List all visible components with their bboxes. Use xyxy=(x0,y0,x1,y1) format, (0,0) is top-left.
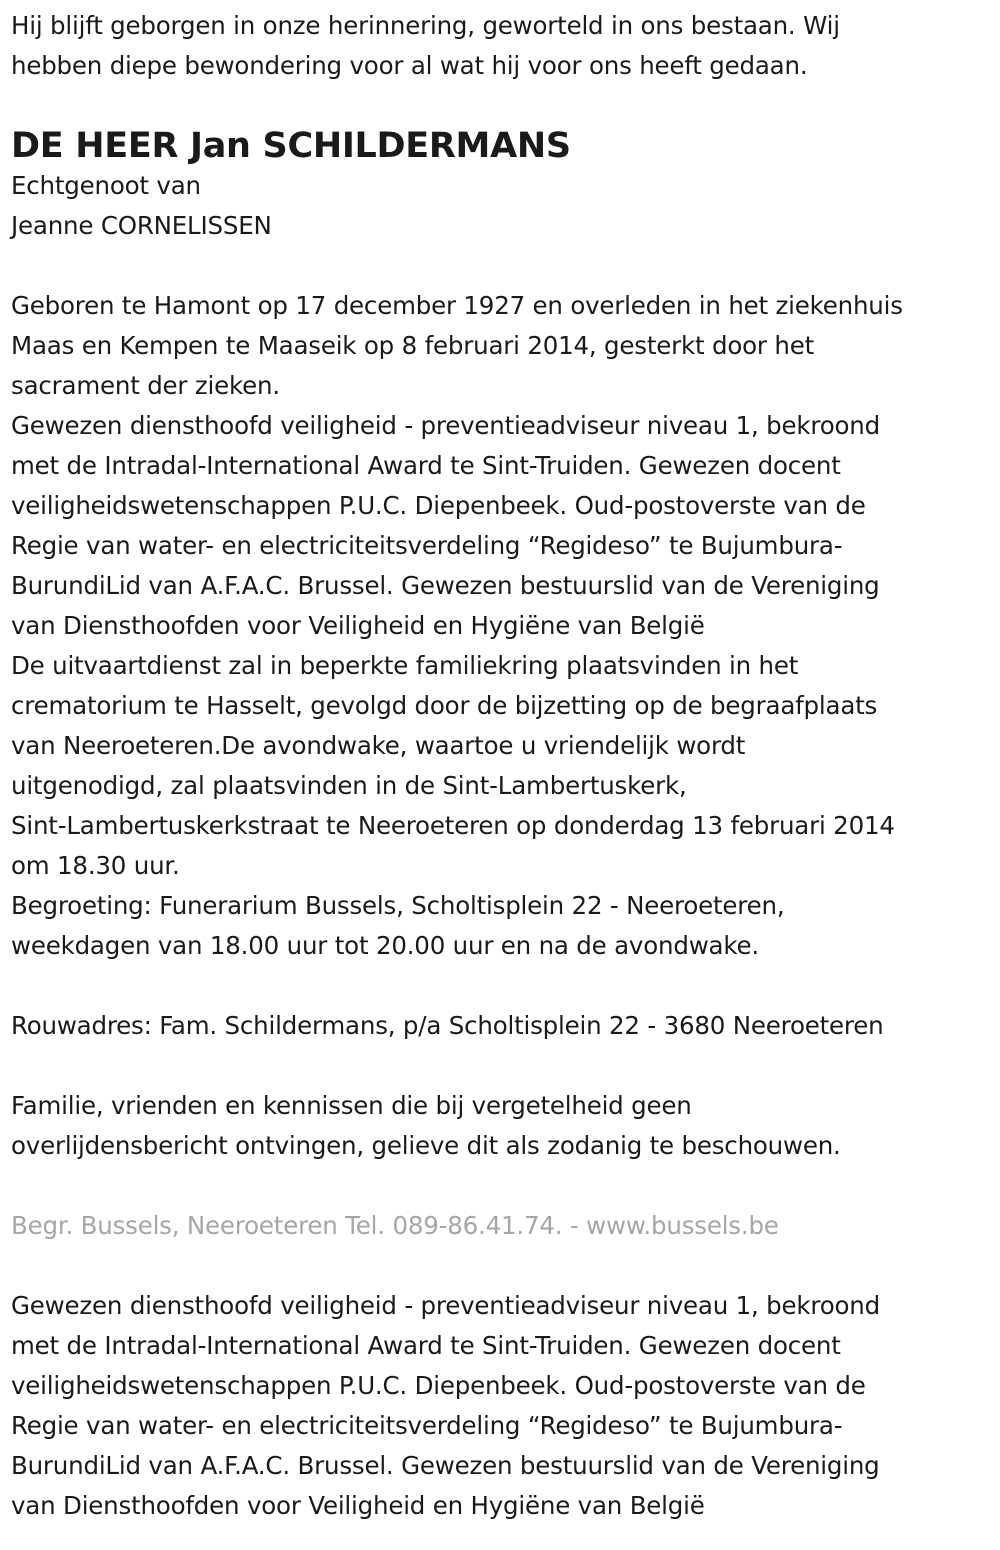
spouse-label: Echtgenoot van xyxy=(11,171,201,200)
body-line: sacrament der zieken. xyxy=(11,371,280,400)
mourning-address: Rouwadres: Fam. Schildermans, p/a Scholtisplein 22 - 3680 Neeroeteren xyxy=(11,1011,884,1040)
body-line: Geboren te Hamont op 17 december 1927 en overleden in het ziekenhuis xyxy=(11,291,903,320)
body-line: BurundiLid van A.F.A.C. Brussel. Gewezen bestuurslid van de Vereniging xyxy=(11,571,880,600)
body-line: Begroeting: Funerarium Bussels, Scholtisplein 22 - Neeroeteren, xyxy=(11,891,785,920)
notice-line: overlijdensbericht ontvingen, gelieve dit als zodanig te beschouwen. xyxy=(11,1131,841,1160)
undertaker-credit: Begr. Bussels, Neeroeteren Tel. 089-86.41.74. - www.bussels.be xyxy=(11,1211,779,1240)
body-line: van Diensthoofden voor Veiligheid en Hygiëne van België xyxy=(11,611,705,640)
body-line: veiligheidswetenschappen P.U.C. Diepenbeek. Oud-postoverste van de xyxy=(11,491,866,520)
career-line: veiligheidswetenschappen P.U.C. Diepenbeek. Oud-postoverste van de xyxy=(11,1371,866,1400)
spacer xyxy=(11,1046,996,1086)
spacer xyxy=(11,1246,996,1286)
career-line: met de Intradal-International Award te Sint-Truiden. Gewezen docent xyxy=(11,1331,841,1360)
spouse-name: Jeanne CORNELISSEN xyxy=(11,211,272,240)
obituary-body xyxy=(11,286,996,966)
body-line: De uitvaartdienst zal in beperkte familiekring plaatsvinden in het xyxy=(11,651,799,680)
body-line: Maas en Kempen te Maaseik op 8 februari 2014, gesterkt door het xyxy=(11,331,814,360)
body-line: weekdagen van 18.00 uur tot 20.00 uur en na de avondwake. xyxy=(11,931,759,960)
body-line: Gewezen diensthoofd veiligheid - preventieadviseur niveau 1, bekroond xyxy=(11,411,880,440)
intro-quote xyxy=(11,6,996,86)
intro-line: hebben diepe bewondering voor al wat hij voor ons heeft gedaan. xyxy=(11,51,808,80)
career-line: Gewezen diensthoofd veiligheid - preventieadviseur niveau 1, bekroond xyxy=(11,1291,880,1320)
career-line: van Diensthoofden voor Veiligheid en Hygiëne van België xyxy=(11,1491,705,1520)
career-block xyxy=(11,1286,996,1526)
career-line: BurundiLid van A.F.A.C. Brussel. Gewezen bestuurslid van de Vereniging xyxy=(11,1451,880,1480)
notice-line: Familie, vrienden en kennissen die bij vergetelheid geen xyxy=(11,1091,692,1120)
body-line: om 18.30 uur. xyxy=(11,851,180,880)
body-line: Regie van water- en electriciteitsverdeling “Regideso” te Bujumbura- xyxy=(11,531,843,560)
spacer xyxy=(11,1166,996,1206)
body-line: met de Intradal-International Award te Sint-Truiden. Gewezen docent xyxy=(11,451,841,480)
notice-block xyxy=(11,1086,996,1166)
spacer xyxy=(11,246,996,286)
intro-line: Hij blijft geborgen in onze herinnering, geworteld in ons bestaan. Wij xyxy=(11,11,840,40)
body-line: crematorium te Hasselt, gevolgd door de bijzetting op de begraafplaats xyxy=(11,691,878,720)
career-line: Regie van water- en electriciteitsverdeling “Regideso” te Bujumbura- xyxy=(11,1411,843,1440)
body-line: Sint-Lambertuskerkstraat te Neeroeteren op donderdag 13 februari 2014 xyxy=(11,811,895,840)
spouse-block xyxy=(11,166,996,246)
body-line: uitgenodigd, zal plaatsvinden in de Sint-Lambertuskerk, xyxy=(11,771,687,800)
obituary-page xyxy=(11,0,996,1526)
body-line: van Neeroeteren.De avondwake, waartoe u vriendelijk wordt xyxy=(11,731,746,760)
spacer xyxy=(11,966,996,1006)
deceased-name: DE HEER Jan SCHILDERMANS xyxy=(11,126,571,166)
spacer xyxy=(11,86,996,126)
